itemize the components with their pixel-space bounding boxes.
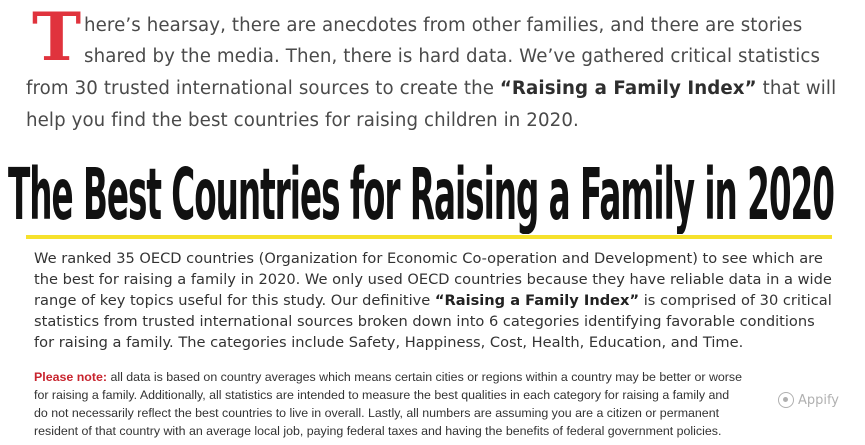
body-line: We ranked 35 OECD countries (Organization for Economic Co-operation and Development) to see which are: [34, 250, 823, 267]
intro-line: from 30 trusted international sources to create the “Raising a Family Index” that will: [26, 78, 837, 99]
note-line: resident of that country with an average local job, paying federal taxes and having the benefits of federal government policies.: [34, 424, 722, 438]
watermark: [778, 392, 839, 408]
body-line: the best for raising a family in 2020. We only used OECD countries because they have reliable data in a wide: [34, 271, 832, 288]
index-name: “Raising a Family Index”: [434, 292, 640, 309]
drop-cap: T: [32, 0, 82, 76]
body-line: for raising a family. The categories include Safety, Happiness, Cost, Health, Education, and Time.: [34, 334, 744, 351]
note-line: for raising a family. Additionally, all statistics are intended to measure the best qualities in each category for raising a family and: [34, 388, 730, 402]
intro-line: here’s hearsay, there are anecdotes from other families, and there are stories: [84, 15, 803, 36]
body-line: statistics from trusted international sources broken down into 6 categories identifying favorable conditions: [34, 313, 815, 330]
watermark-text: Appify: [797, 392, 839, 408]
poster-title: [8, 146, 838, 234]
app-logo-icon: [778, 392, 794, 408]
note-line: do not necessarily reflect the best countries to live in overall. Lastly, all numbers are assuming you are a citizen or permanent: [34, 406, 720, 420]
note-line: Please note: all data is based on country averages which means certain cities or regions within a country may be better or worse: [34, 370, 742, 384]
intro-line: help you find the best countries for raising children in 2020.: [26, 110, 579, 131]
title-underline: [26, 235, 832, 239]
note-label: Please note:: [34, 370, 107, 384]
intro-line: shared by the media. Then, there is hard data. We’ve gathered critical statistics: [84, 46, 821, 67]
index-name: “Raising a Family Index”: [499, 78, 757, 99]
body-line: range of key topics useful for this study. Our definitive “Raising a Family Index” is comprised of 30 critical: [34, 292, 832, 309]
page-title: The Best Countries for Raising a Family in 2020: [8, 153, 834, 234]
